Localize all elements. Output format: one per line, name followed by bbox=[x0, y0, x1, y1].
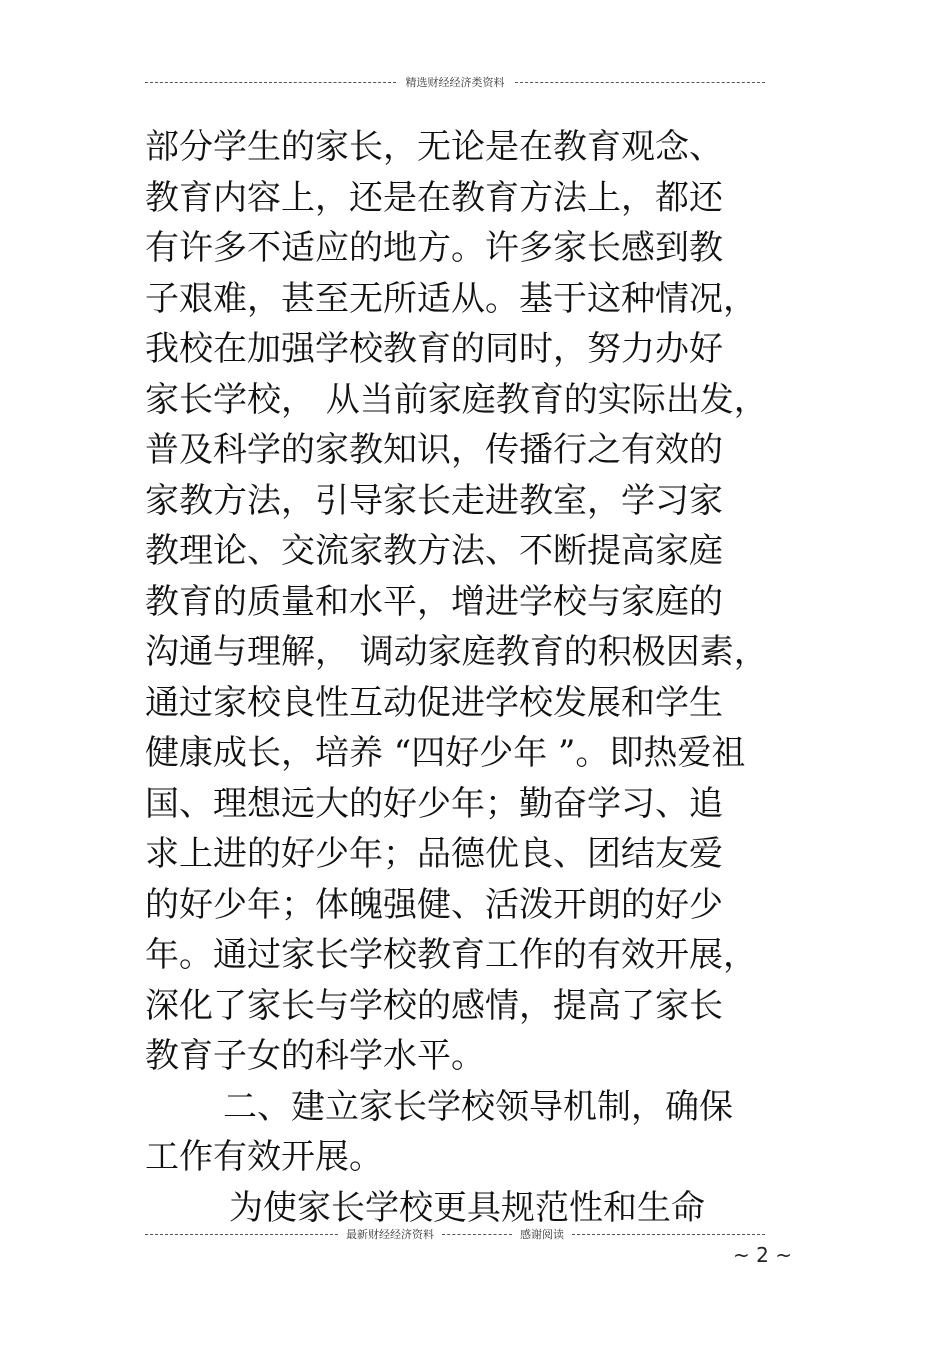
body-line: 部分学生的家长，无论是在教育观念、 bbox=[145, 127, 723, 167]
footer-rule-middle bbox=[442, 1234, 512, 1235]
body-line: 教育的质量和水平，增进学校与家庭的 bbox=[145, 581, 723, 622]
body-line: 教育内容上，还是在教育方法上，都还 bbox=[145, 177, 723, 218]
body-line: 教育子女的科学水平。 bbox=[145, 1036, 485, 1076]
body-line: 健康成长，培养 “四好少年 ”。即热爱祖 bbox=[145, 733, 746, 773]
body-line: 教理论、交流家教方法、不断提高家庭 bbox=[145, 531, 723, 571]
body-line: 我校在加强学校教育的同时，努力办好 bbox=[145, 329, 723, 369]
header-label: 精选财经经济类资料 bbox=[405, 76, 505, 89]
footer-right-label: 感谢阅读 bbox=[520, 1228, 564, 1241]
body-line: 的好少年；体魄强健、活泼开朗的好少 bbox=[145, 884, 723, 925]
body-line: 普及科学的家教知识，传播行之有效的 bbox=[145, 430, 723, 470]
body-line: 为使家长学校更具规范性和生命 bbox=[229, 1187, 705, 1228]
body-line: 子艰难，甚至无所适从。基于这种情况， bbox=[145, 278, 757, 319]
footer-rule-right bbox=[572, 1234, 765, 1235]
footer-rule-left bbox=[145, 1234, 338, 1235]
footer-left-label: 最新财经经济资料 bbox=[346, 1228, 434, 1241]
body-line: 家长学校， 从当前家庭教育的实际出发， bbox=[145, 379, 768, 420]
body-line: 求上进的好少年；品德优良、团结友爱 bbox=[145, 834, 723, 874]
section-heading-continuation: 工作有效开展。 bbox=[145, 1137, 383, 1177]
body-line: 家教方法，引导家长走进教室，学习家 bbox=[145, 480, 723, 521]
header-rule-right bbox=[515, 82, 766, 83]
body-line: 通过家校良性互动促进学校发展和学生 bbox=[145, 682, 723, 723]
section-heading: 二、建立家长学校领导机制，确保 bbox=[223, 1086, 733, 1127]
body-line: 有许多不适应的地方。许多家长感到教 bbox=[145, 228, 723, 268]
body-line: 国、理想远大的好少年；勤奋学习、追 bbox=[145, 783, 723, 824]
body-line: 年。通过家长学校教育工作的有效开展， bbox=[145, 935, 757, 975]
page-footer bbox=[145, 1226, 765, 1242]
page-number: ~ 2 ~ bbox=[733, 1243, 792, 1267]
body-line: 深化了家长与学校的感情，提高了家长 bbox=[145, 985, 723, 1026]
page-header bbox=[145, 74, 765, 90]
document-body bbox=[145, 122, 805, 1233]
body-line: 沟通与理解， 调动家庭教育的积极因素， bbox=[145, 632, 768, 672]
header-rule-left bbox=[145, 82, 396, 83]
